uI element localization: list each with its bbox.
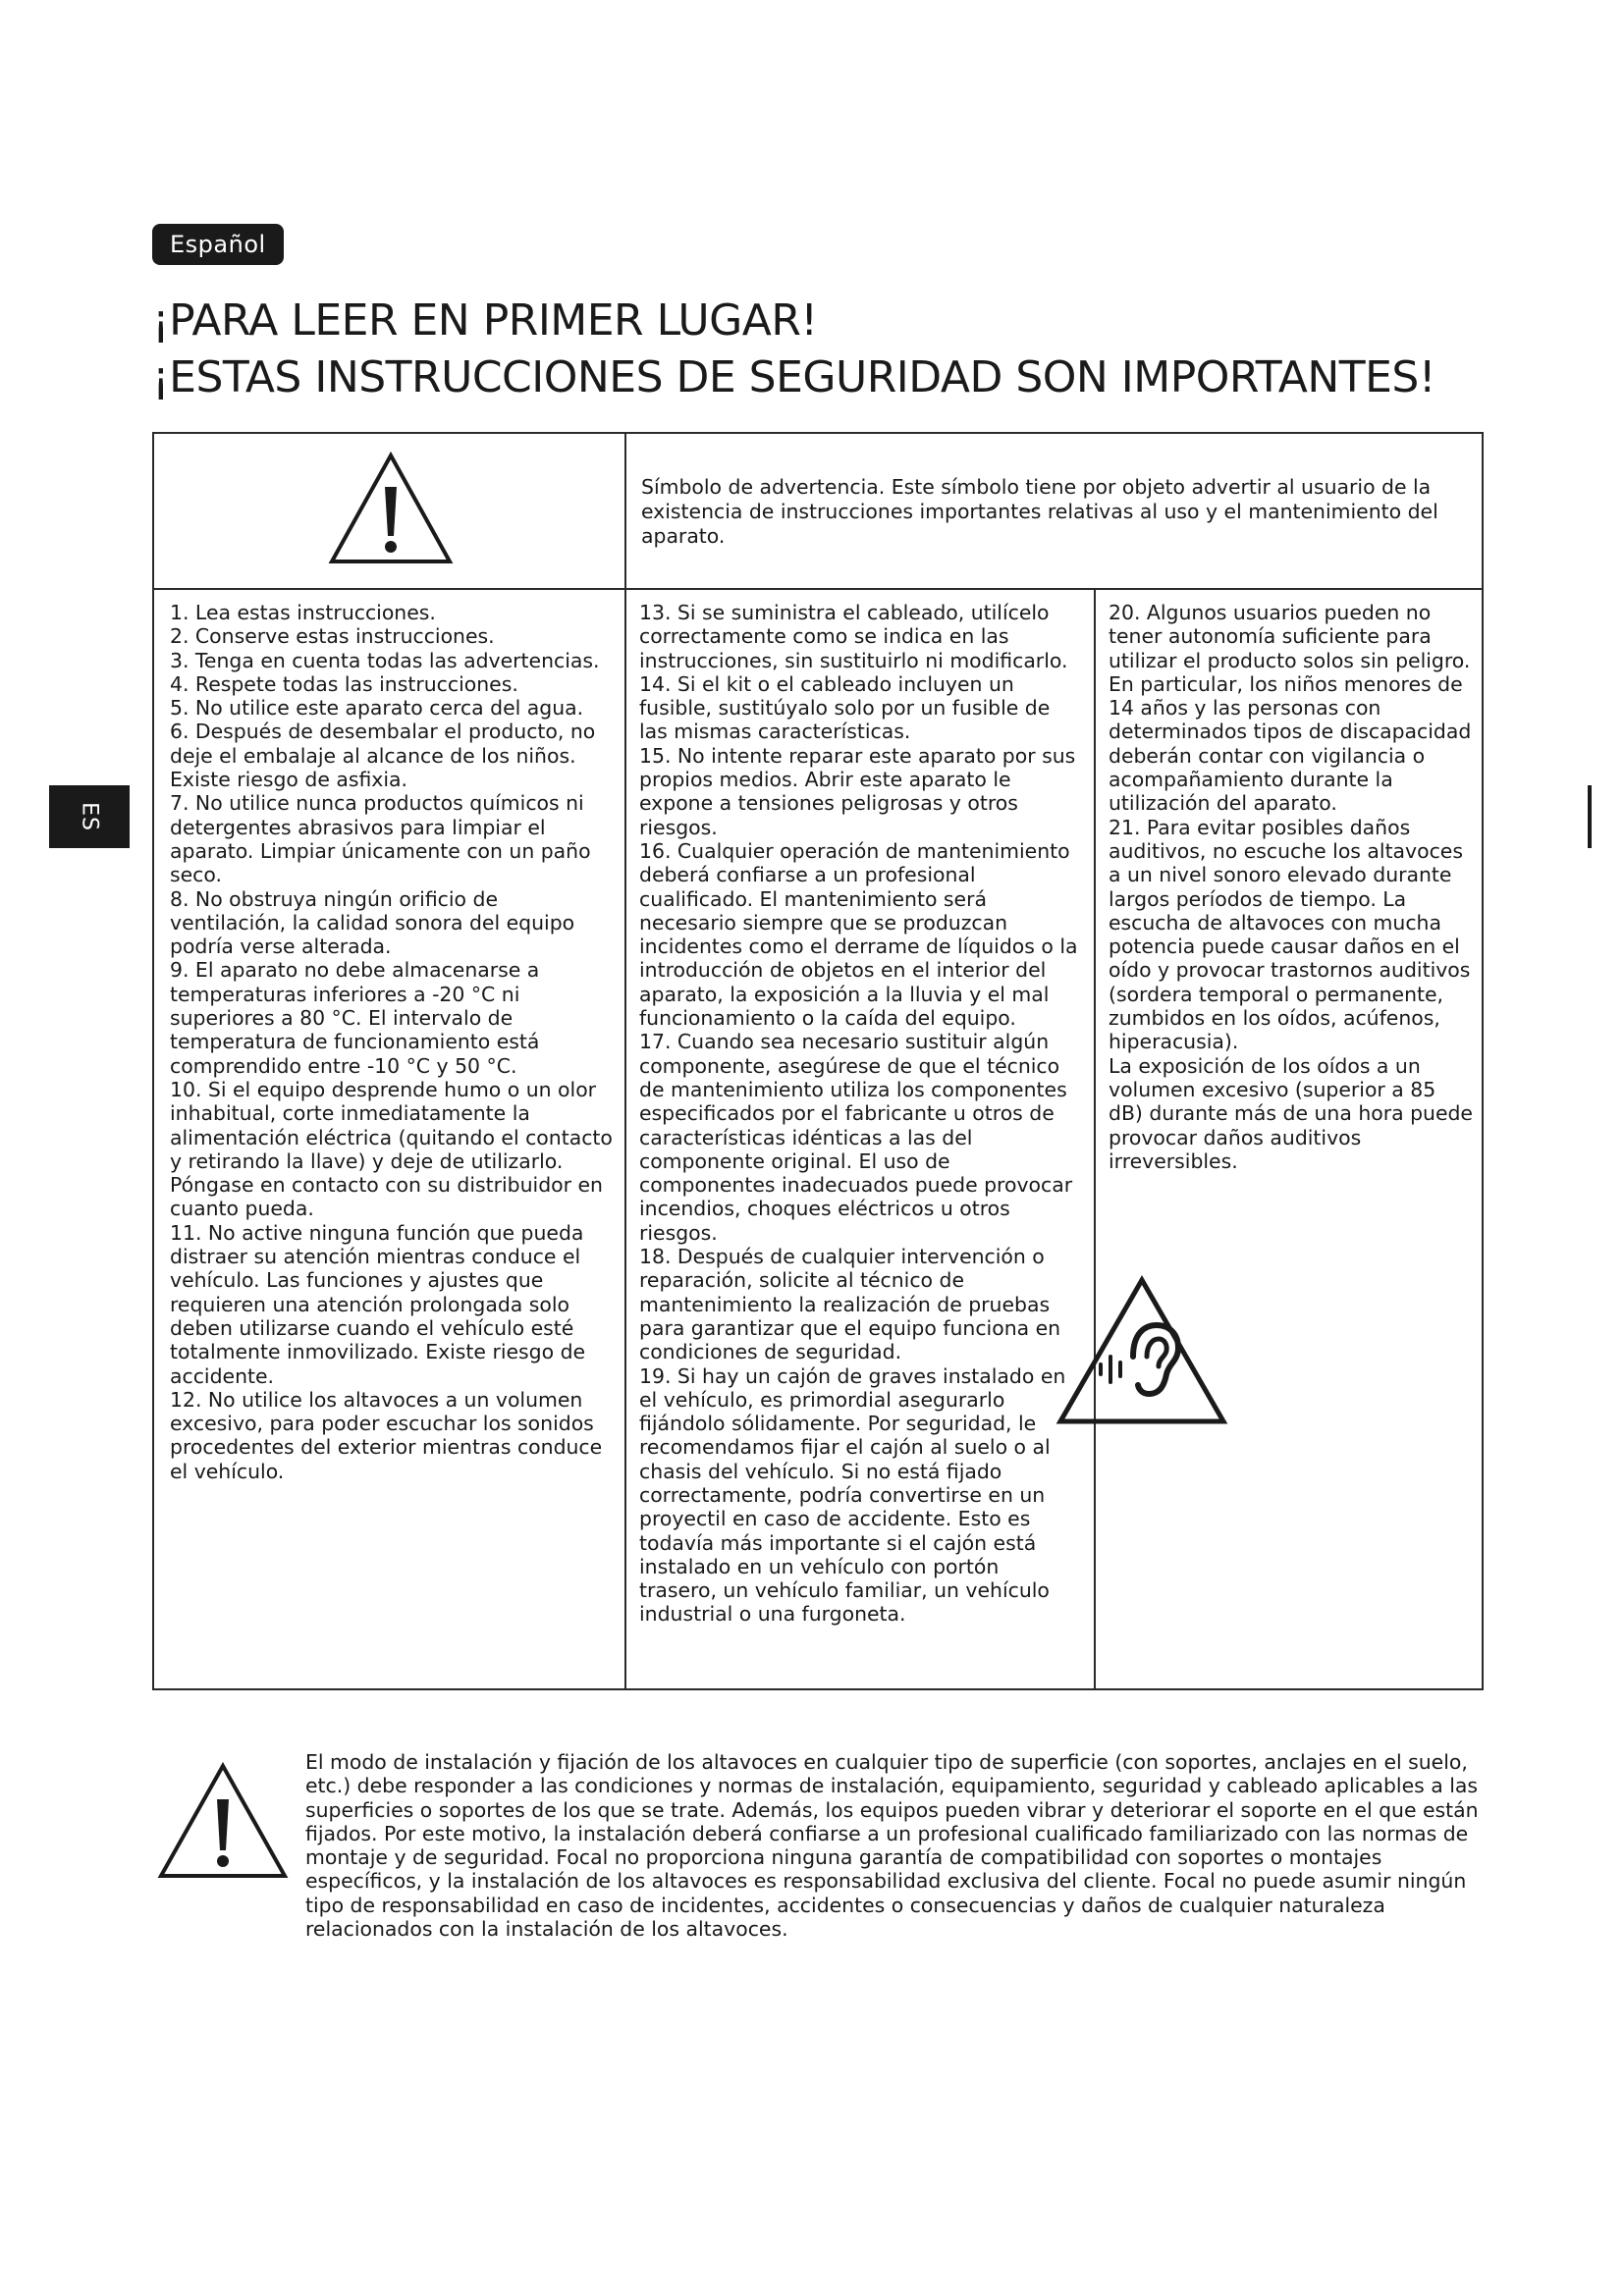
installation-disclaimer: [152, 1750, 1484, 1941]
instruction-item: 14. Si el kit o el cableado incluyen un fusible, sustitúyalo solo por un fusible de las mismas características.: [639, 671, 1051, 744]
instruction-item: 7. No utilice nunca productos químicos ni detergentes abrasivos para limpiar el aparato. Limpiar únicamente con un paño seco.: [170, 791, 591, 887]
instruction-item: 13. Si se suministra el cableado, utilícelo correctamente como se indica en las instrucciones, sin sustituirlo ni modificarlo.: [639, 601, 1068, 672]
instruction-item: 2. Conserve estas instrucciones.: [170, 624, 495, 649]
instruction-item: 15. No intente reparar este aparato por sus propios medios. Abrir este aparato le expone a tensiones peligrosas y otros riesgos.: [639, 743, 1076, 839]
table-divider-horizontal: [154, 588, 1482, 590]
safety-instructions-table: [152, 432, 1484, 1690]
side-tab-label: ES: [77, 802, 102, 831]
warning-triangle-icon: [326, 450, 456, 567]
hearing-warning-icon: [1055, 1274, 1229, 1427]
instruction-item: La exposición de los oídos a un volumen excesivo (superior a 85 dB) durante más de una hora puede provocar daños auditivos irreversibles.: [1109, 1053, 1473, 1173]
instruction-item: 20. Algunos usuarios pueden no tener autonomía suficiente para utilizar el producto solos sin peligro. En particular, los niños menores de 14 años y las personas con determinados tipos de discapacidad deberán contar con vigilancia o acompañamiento durante la utilización del aparato.: [1109, 601, 1472, 816]
instruction-item: 9. El aparato no debe almacenarse a temperaturas inferiores a -20 °C ni superiores a 80 °C. El intervalo de temperatura de funcionamiento está comprendido entre -10 °C y 50 °C.: [170, 958, 540, 1078]
instruction-item: 5. No utilice este aparato cerca del agua.: [170, 696, 584, 721]
instruction-item: 12. No utilice los altavoces a un volumen excesivo, para poder escuchar los sonidos procedentes del exterior mientras conduce el vehículo.: [170, 1387, 603, 1483]
page-title: [152, 293, 1435, 406]
instruction-item: 4. Respete todas las instrucciones.: [170, 671, 518, 696]
instructions-column-3: [1109, 601, 1474, 1173]
instruction-item: 1. Lea estas instrucciones.: [170, 601, 436, 624]
instruction-item: 21. Para evitar posibles daños auditivos, no escuche los altavoces a un nivel sonoro elevado durante largos períodos de tiempo. La escucha de altavoces con mucha potencia puede causar daños en el oído y provocar trastornos auditivos (sordera temporal o permanente, zumbidos en los oídos, acúfenos, hiperacusia).: [1109, 815, 1471, 1054]
table-divider-vertical-1: [624, 434, 626, 1688]
instruction-item: 17. Cuando sea necesario sustituir algún componente, asegúrese de que el técnico de mantenimiento utiliza los componentes especificados por el fabricante u otros de características idénticas a las del componente original. El uso de componentes inadecuados puede provocar incendios, choques eléctricos u otros riesgos.: [639, 1030, 1073, 1245]
instructions-column-1: [170, 601, 614, 1483]
instruction-item: 6. Después de desembalar el producto, no deje el embalaje al alcance de los niños. Existe riesgo de asfixia.: [170, 720, 596, 792]
title-line-2: ¡ESTAS INSTRUCCIONES DE SEGURIDAD SON IMPORTANTES!: [152, 352, 1435, 402]
language-badge: Español: [152, 224, 284, 265]
instruction-item: 10. Si el equipo desprende humo o un olor inhabitual, corte inmediatamente la alimentación eléctrica (quitando el contacto y retirando la llave) y deje de utilizarlo. Póngase en contacto con su distribuidor en cuanto pueda.: [170, 1077, 613, 1221]
title-line-1: ¡PARA LEER EN PRIMER LUGAR!: [152, 295, 818, 346]
instruction-item: 11. No active ninguna función que pueda distraer su atención mientras conduce el vehículo. Las funciones y ajustes que requieren una atención prolongada solo deben utilizarse cuando el vehículo esté totalmente inmovilizado. Existe riesgo de accidente.: [170, 1220, 586, 1388]
table-divider-vertical-2: [1094, 588, 1096, 1688]
language-side-tab: [49, 785, 130, 848]
installation-disclaimer-text: El modo de instalación y fijación de los altavoces en cualquier tipo de superficie (con soportes, anclajes en el suelo, etc.) debe responder a las condiciones y normas de instalación, equipamiento, seguridad y cableado aplicables a las superficies o soportes de los que se trate. Además, los equipos pueden vibrar y deteriorar el soporte en el que están fijados. Por este motivo, la instalación deberá confiarse a un profesional cualificado familiarizado con las normas de montaje y de seguridad. Focal no proporciona ninguna garantía de compatibilidad con soportes o montajes específicos, y la instalación de los altavoces es responsabilidad exclusiva del cliente. Focal no puede asumir ningún tipo de responsabilidad en caso de incidentes, accidentes o consecuencias y daños de cualquier naturaleza relacionados con la instalación de los altavoces.: [305, 1750, 1479, 1942]
instruction-item: 16. Cualquier operación de mantenimiento deberá confiarse a un profesional cualificado. El mantenimiento será necesario siempre que se produzcan incidentes como el derrame de líquidos o la introducción de objetos en el interior del aparato, la exposición a la lluvia y el mal funcionamiento o la caída del equipo.: [639, 838, 1078, 1031]
page-edge-marker: [1588, 785, 1592, 848]
instruction-item: 19. Si hay un cajón de graves instalado en el vehículo, es primordial asegurarlo fijándolo sólidamente. Por seguridad, le recomendamos fijar el cajón al suelo o al chasis del vehículo. Si no está fijado correctamente, podría convertirse en un proyectil en caso de accidente. Esto es todavía más importante si el cajón está instalado en un vehículo con portón trasero, un vehículo familiar, un vehículo industrial o una furgoneta.: [639, 1363, 1066, 1627]
icon-spacer: [152, 1750, 305, 1919]
warning-symbol-description: Símbolo de advertencia. Este símbolo tiene por objeto advertir al usuario de la existencia de instrucciones importantes relativas al uso y el mantenimiento del aparato.: [641, 475, 1438, 548]
instruction-item: 3. Tenga en cuenta todas las advertencias.: [170, 648, 600, 672]
instruction-item: 8. No obstruya ningún orificio de ventilación, la calidad sonora del equipo podría verse alterada.: [170, 886, 575, 959]
instructions-column-2: [639, 601, 1081, 1627]
instruction-item: 18. Después de cualquier intervención o reparación, solicite al técnico de mantenimiento la realización de pruebas para garantizar que el equipo funciona en condiciones de seguridad.: [639, 1245, 1061, 1364]
